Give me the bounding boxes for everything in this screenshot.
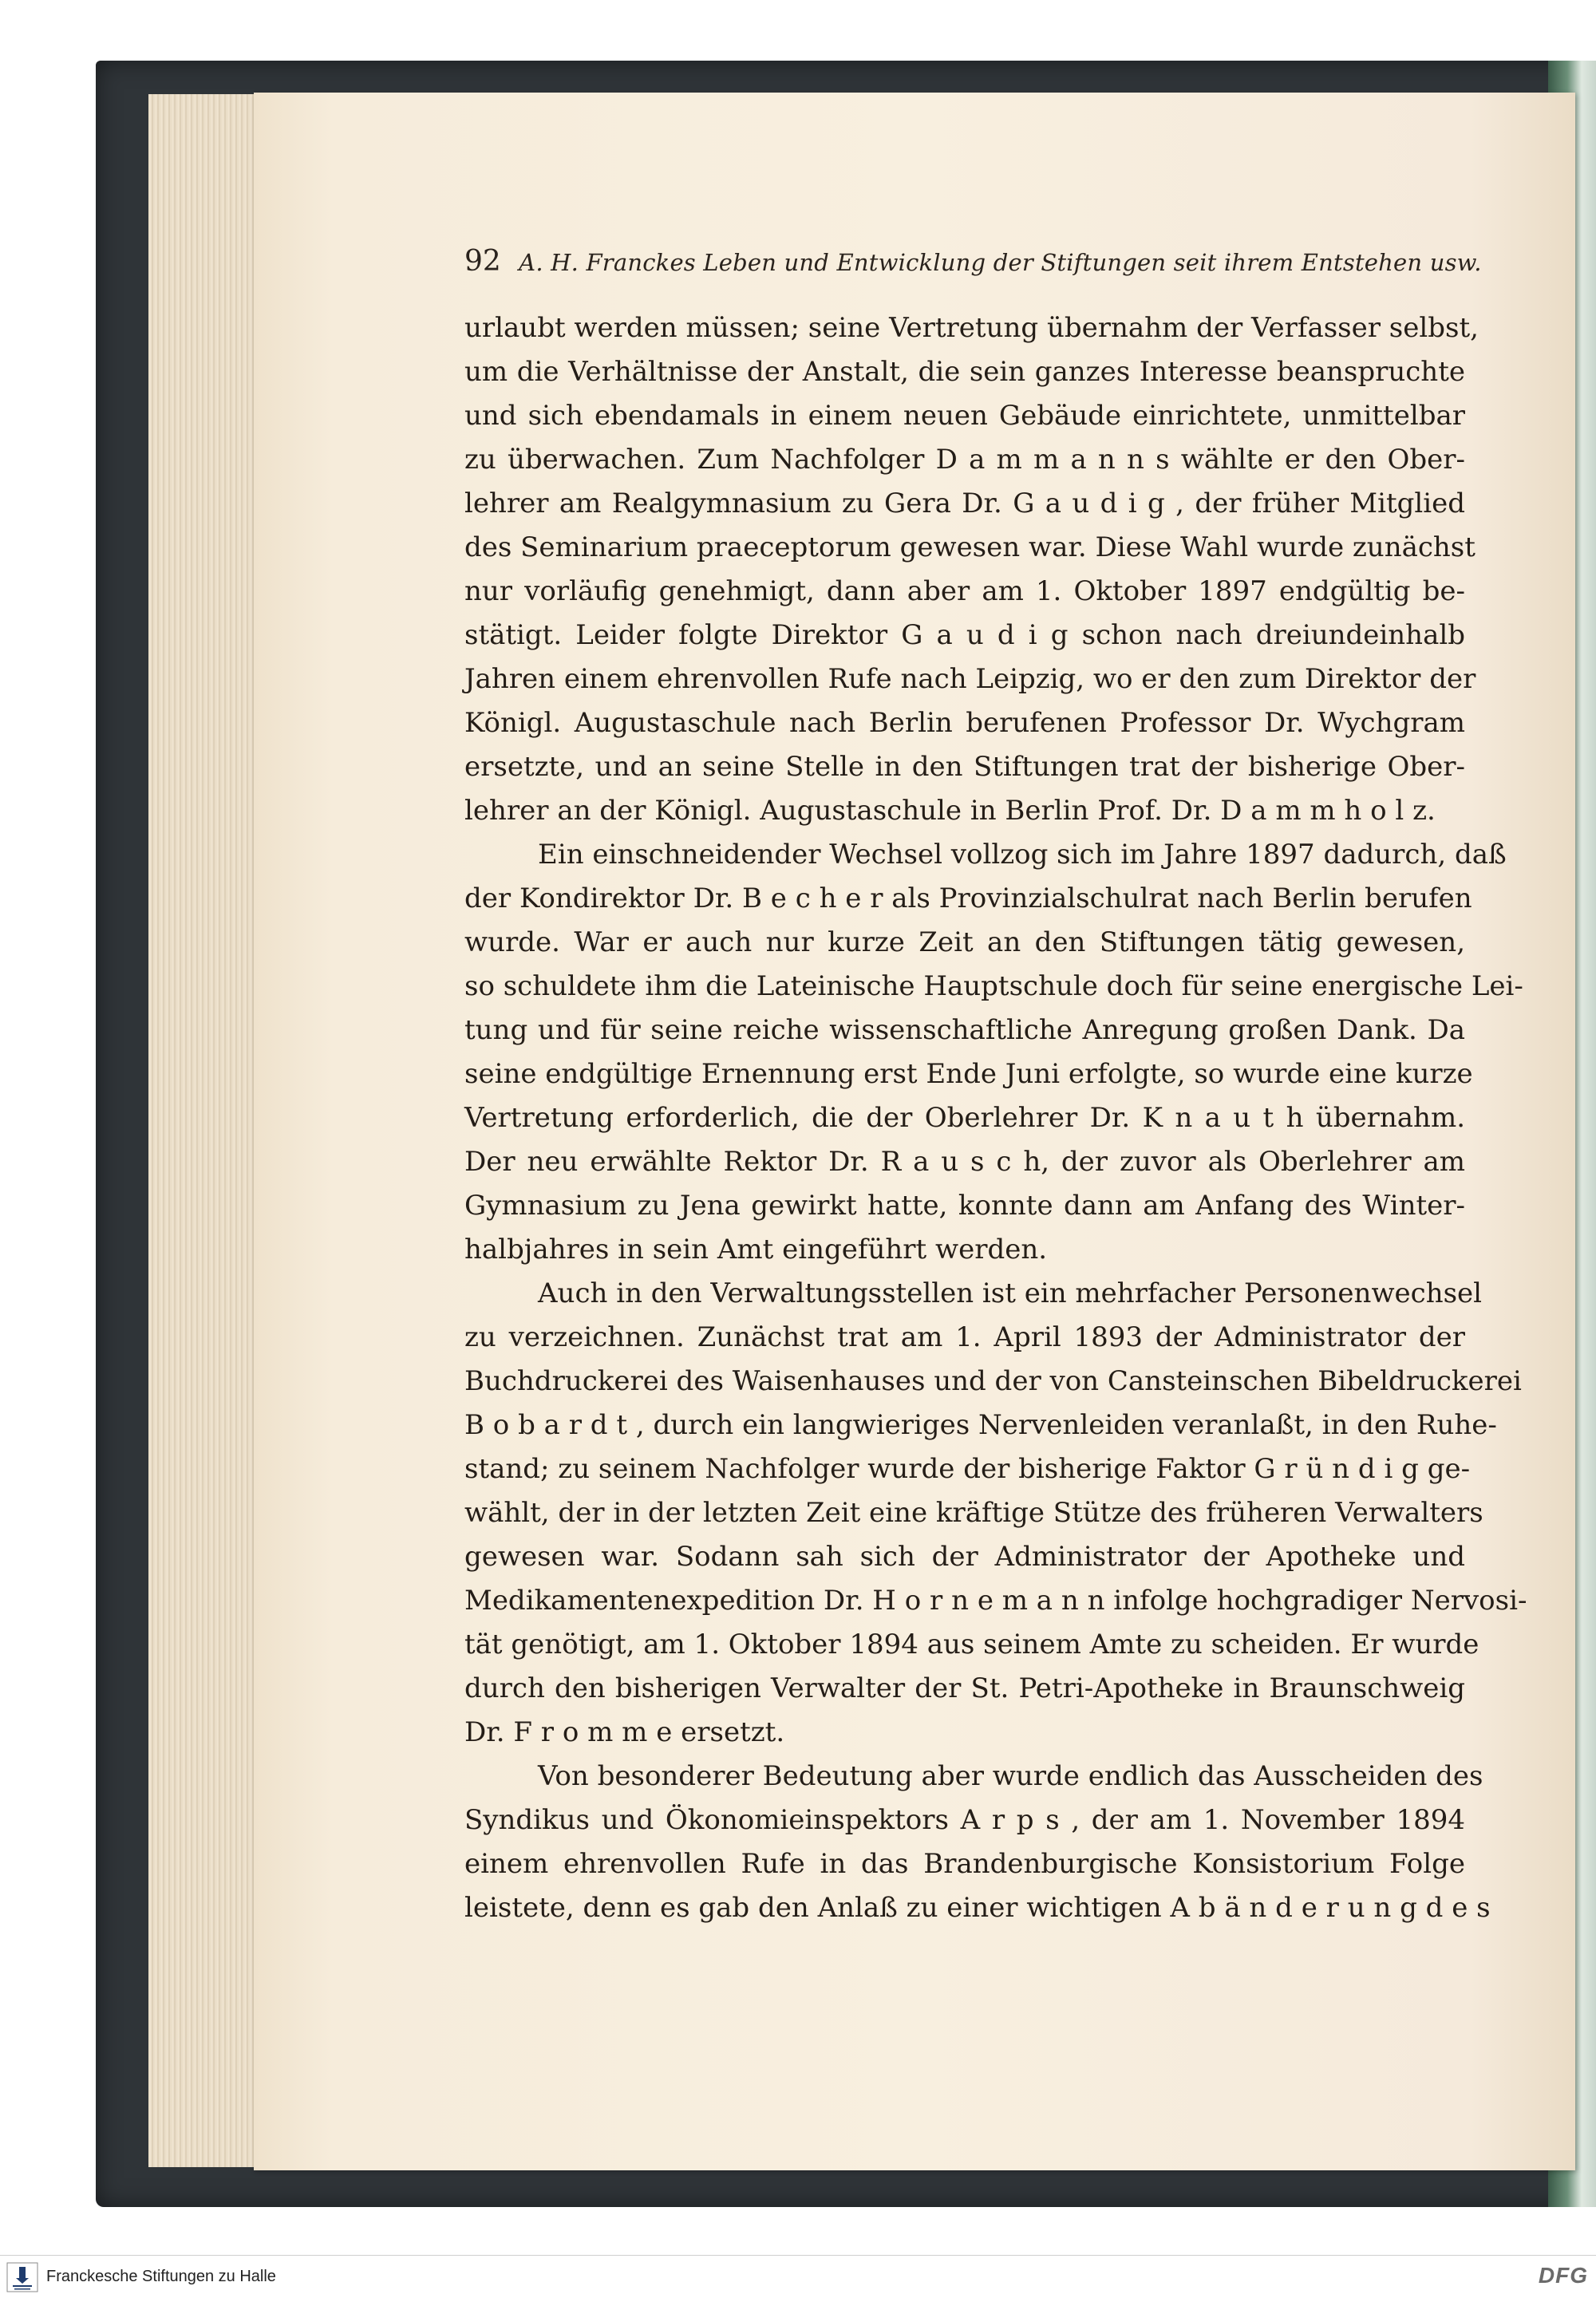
text-line: tät genötigt, am 1. Oktober 1894 aus seinem Amte zu scheiden. Er wurde: [464, 1629, 1479, 1660]
text-line: leistete, denn es gab den Anlaß zu einer wichtigen A b ä n d e r u n g d e s: [464, 1892, 1491, 1924]
text-line: Dr. F r o m m e ersetzt.: [464, 1716, 785, 1748]
institution-logo-icon: [6, 2262, 38, 2292]
text-line: Von besonderer Bedeutung aber wurde endlich das Ausscheiden des: [538, 1760, 1483, 1792]
running-title: A. H. Franckes Leben und Entwicklung der Stiftungen seit ihrem Entstehen usw.: [519, 249, 1482, 276]
text-line: Gymnasium zu Jena gewirkt hatte, konnte dann am Anfang des Winter-: [464, 1190, 1465, 1222]
text-line: Buchdruckerei des Waisenhauses und der von Cansteinschen Bibeldruckerei: [464, 1365, 1522, 1397]
text-line: urlaubt werden müssen; seine Vertretung übernahm der Verfasser selbst,: [464, 312, 1479, 344]
text-line: zu überwachen. Zum Nachfolger D a m m a n n s wählte er den Ober-: [464, 444, 1465, 476]
text-line: wählt, der in der letzten Zeit eine kräftige Stütze des früheren Verwalters: [464, 1497, 1483, 1529]
page-number: 92: [464, 245, 501, 278]
text-line: Der neu erwählte Rektor Dr. R a u s c h, der zuvor als Oberlehrer am: [464, 1146, 1465, 1178]
text-line: Syndikus und Ökonomieinspektors A r p s , der am 1. November 1894: [464, 1804, 1465, 1836]
dfg-logo: DFG: [1538, 2263, 1588, 2288]
text-line: gewesen war. Sodann sah sich der Administrator der Apotheke und: [464, 1541, 1465, 1573]
institution-name: Franckesche Stiftungen zu Halle: [46, 2268, 276, 2285]
text-line: halbjahres in sein Amt eingeführt werden.: [464, 1234, 1048, 1265]
text-line: tung und für seine reiche wissenschaftliche Anregung großen Dank. Da: [464, 1014, 1465, 1046]
text-line: so schuldete ihm die Lateinische Hauptschule doch für seine energische Lei-: [464, 970, 1523, 1002]
page-edges: [148, 94, 268, 2167]
text-line: lehrer am Realgymnasium zu Gera Dr. G a u d i g , der früher Mitglied: [464, 488, 1465, 519]
text-line: wurde. War er auch nur kurze Zeit an den Stiftungen tätig gewesen,: [464, 926, 1465, 958]
text-line: Auch in den Verwaltungsstellen ist ein mehrfacher Personenwechsel: [538, 1277, 1483, 1309]
text-line: um die Verhältnisse der Anstalt, die sein ganzes Interesse beanspruchte: [464, 356, 1465, 388]
text-line: stätigt. Leider folgte Direktor G a u d i g schon nach dreiundeinhalb: [464, 619, 1465, 651]
text-line: nur vorläufig genehmigt, dann aber am 1. Oktober 1897 endgültig be-: [464, 575, 1465, 607]
text-line: des Seminarium praeceptorum gewesen war. Diese Wahl wurde zunächst: [464, 531, 1476, 563]
text-line: Vertretung erforderlich, die der Oberlehrer Dr. K n a u t h übernahm.: [464, 1102, 1465, 1134]
text-line: lehrer an der Königl. Augustaschule in Berlin Prof. Dr. D a m m h o l z.: [464, 795, 1436, 827]
text-line: Jahren einem ehrenvollen Rufe nach Leipzig, wo er den zum Direktor der: [464, 663, 1476, 695]
text-line: einem ehrenvollen Rufe in das Brandenburgische Konsistorium Folge: [464, 1848, 1465, 1880]
text-line: seine endgültige Ernennung erst Ende Juni erfolgte, so wurde eine kurze: [464, 1058, 1473, 1090]
text-line: ersetzte, und an seine Stelle in den Stiftungen trat der bisherige Ober-: [464, 751, 1465, 783]
text-line: zu verzeichnen. Zunächst trat am 1. April 1893 der Administrator der: [464, 1321, 1465, 1353]
text-line: durch den bisherigen Verwalter der St. Petri-Apotheke in Braunschweig: [464, 1672, 1465, 1704]
text-line: der Kondirektor Dr. B e c h e r als Provinzialschulrat nach Berlin berufen: [464, 882, 1472, 914]
text-line: Medikamentenexpedition Dr. H o r n e m a n n infolge hochgradiger Nervosi-: [464, 1585, 1527, 1617]
text-line: Ein einschneidender Wechsel vollzog sich im Jahre 1897 dadurch, daß: [538, 839, 1507, 871]
viewer-footer: [0, 2255, 1596, 2298]
text-line: B o b a r d t , durch ein langwieriges Nervenleiden veranlaßt, in den Ruhe-: [464, 1409, 1497, 1441]
body-text: [464, 306, 1527, 1930]
text-line: stand; zu seinem Nachfolger wurde der bisherige Faktor G r ü n d i g ge-: [464, 1453, 1471, 1485]
text-line: Königl. Augustaschule nach Berlin berufenen Professor Dr. Wychgram: [464, 707, 1465, 739]
text-line: und sich ebendamals in einem neuen Gebäude einrichtete, unmittelbar: [464, 400, 1465, 432]
running-head: [464, 244, 1482, 279]
